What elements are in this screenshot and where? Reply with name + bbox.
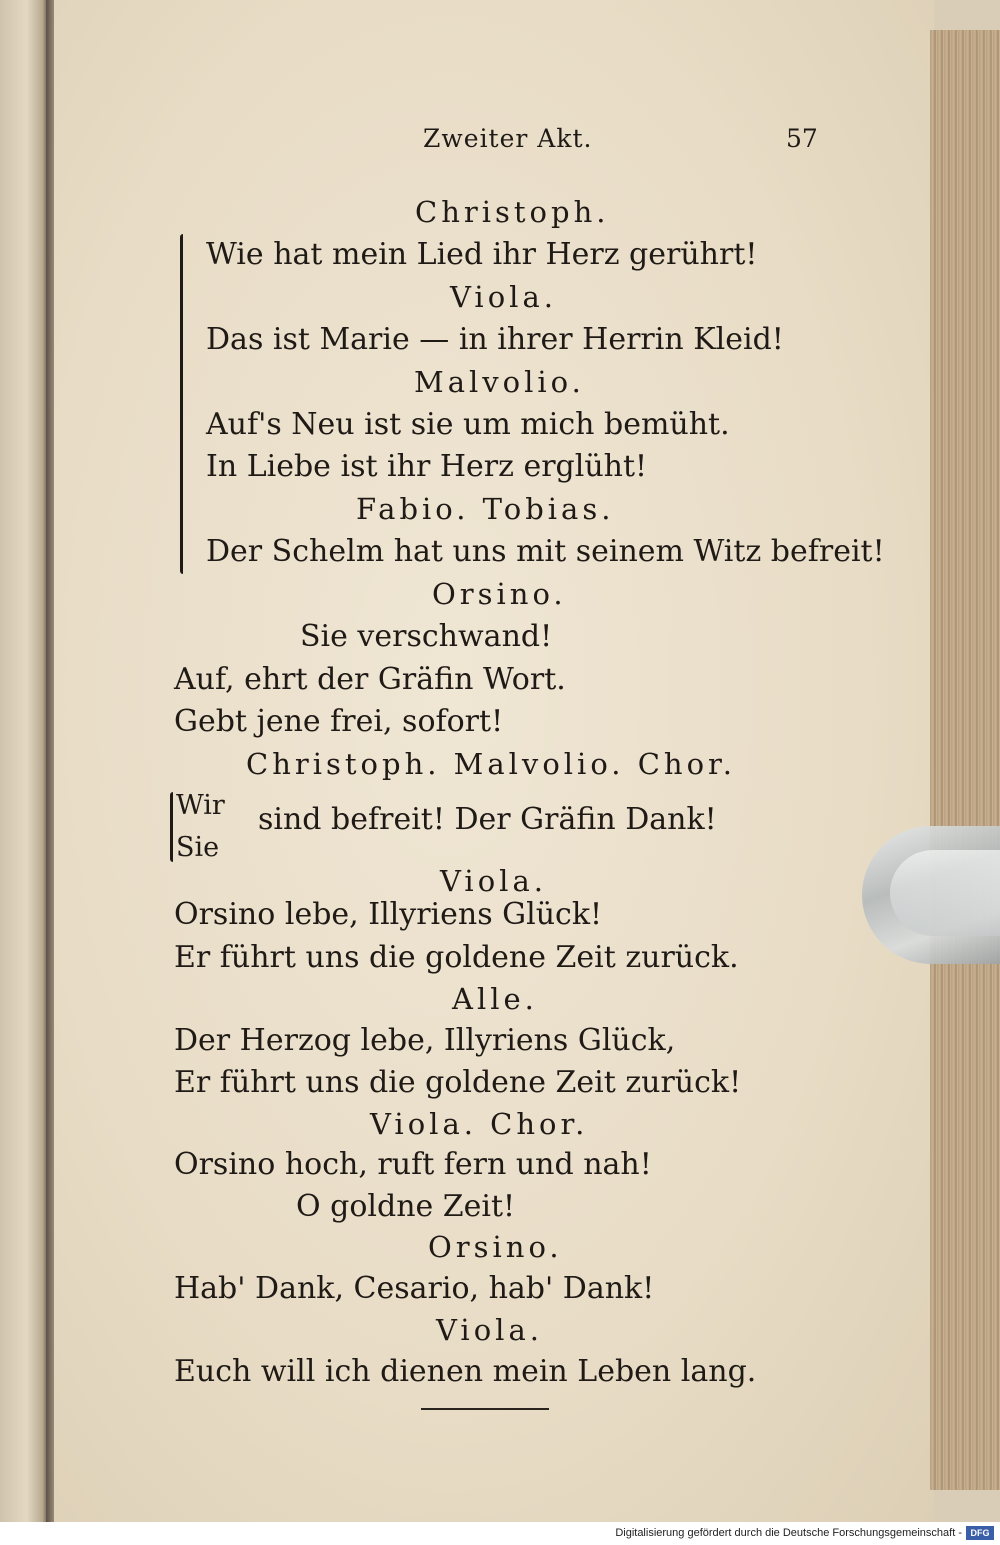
- verse-line: Der Herzog lebe, Illyriens Glück,: [174, 1023, 676, 1058]
- speaker-malvolio: Malvolio.: [414, 365, 585, 399]
- verse-line: Auf, ehrt der Gräfin Wort.: [174, 662, 566, 697]
- left-page-edge: [0, 0, 48, 1522]
- ensemble-brace: [180, 234, 183, 574]
- verse-line: Er führt uns die goldene Zeit zurück.: [174, 940, 739, 975]
- speaker-viola: Viola.: [440, 864, 547, 898]
- verse-line: In Liebe ist ihr Herz erglüht!: [206, 449, 648, 484]
- page-stack-edges: [930, 30, 1000, 1490]
- verse-line: Hab' Dank, Cesario, hab' Dank!: [174, 1271, 655, 1306]
- speaker-viola-chor: Viola. Chor.: [370, 1107, 589, 1141]
- end-rule: [421, 1408, 549, 1410]
- verse-line: Gebt jene frei, sofort!: [174, 704, 504, 739]
- verse-line: Wie hat mein Lied ihr Herz gerührt!: [206, 237, 758, 272]
- speaker-fabio-tobias: Fabio. Tobias.: [356, 492, 615, 526]
- speaker-viola: Viola.: [450, 280, 557, 314]
- verse-line: Auf's Neu ist sie um mich bemüht.: [206, 407, 730, 442]
- verse-alt-sie: Sie: [176, 832, 220, 863]
- verse-line: Sie verschwand!: [300, 619, 553, 654]
- speaker-alle: Alle.: [452, 982, 538, 1016]
- verse-line: O goldne Zeit!: [296, 1189, 516, 1224]
- verse-alt-wir: Wir: [176, 790, 225, 821]
- running-title: Zweiter Akt.: [423, 124, 593, 153]
- verse-line: Das ist Marie — in ihrer Herrin Kleid!: [206, 322, 784, 357]
- dfg-credit: Digitalisierung gefördert durch die Deutsche Forschungsgemeinschaft -: [615, 1527, 962, 1539]
- page-clip-highlight: [890, 850, 1000, 936]
- verse-line: Orsino hoch, ruft fern und nah!: [174, 1147, 652, 1182]
- verse-line: Euch will ich dienen mein Leben lang.: [174, 1354, 757, 1389]
- speaker-orsino: Orsino.: [428, 1230, 563, 1264]
- speaker-orsino: Orsino.: [432, 577, 567, 611]
- footer-bar: [0, 1522, 1000, 1545]
- wir-sie-brace: [170, 792, 173, 862]
- speaker-ensemble: Christoph. Malvolio. Chor.: [246, 747, 736, 781]
- dfg-logo: DFG: [966, 1526, 994, 1540]
- verse-line: sind befreit! Der Gräfin Dank!: [258, 802, 717, 837]
- verse-line: Der Schelm hat uns mit seinem Witz befreit!: [206, 534, 885, 569]
- page-number: 57: [786, 124, 818, 153]
- verse-line: Er führt uns die goldene Zeit zurück!: [174, 1065, 742, 1100]
- verse-line: Orsino lebe, Illyriens Glück!: [174, 897, 603, 932]
- speaker-viola: Viola.: [436, 1313, 543, 1347]
- speaker-christoph: Christoph.: [415, 195, 610, 229]
